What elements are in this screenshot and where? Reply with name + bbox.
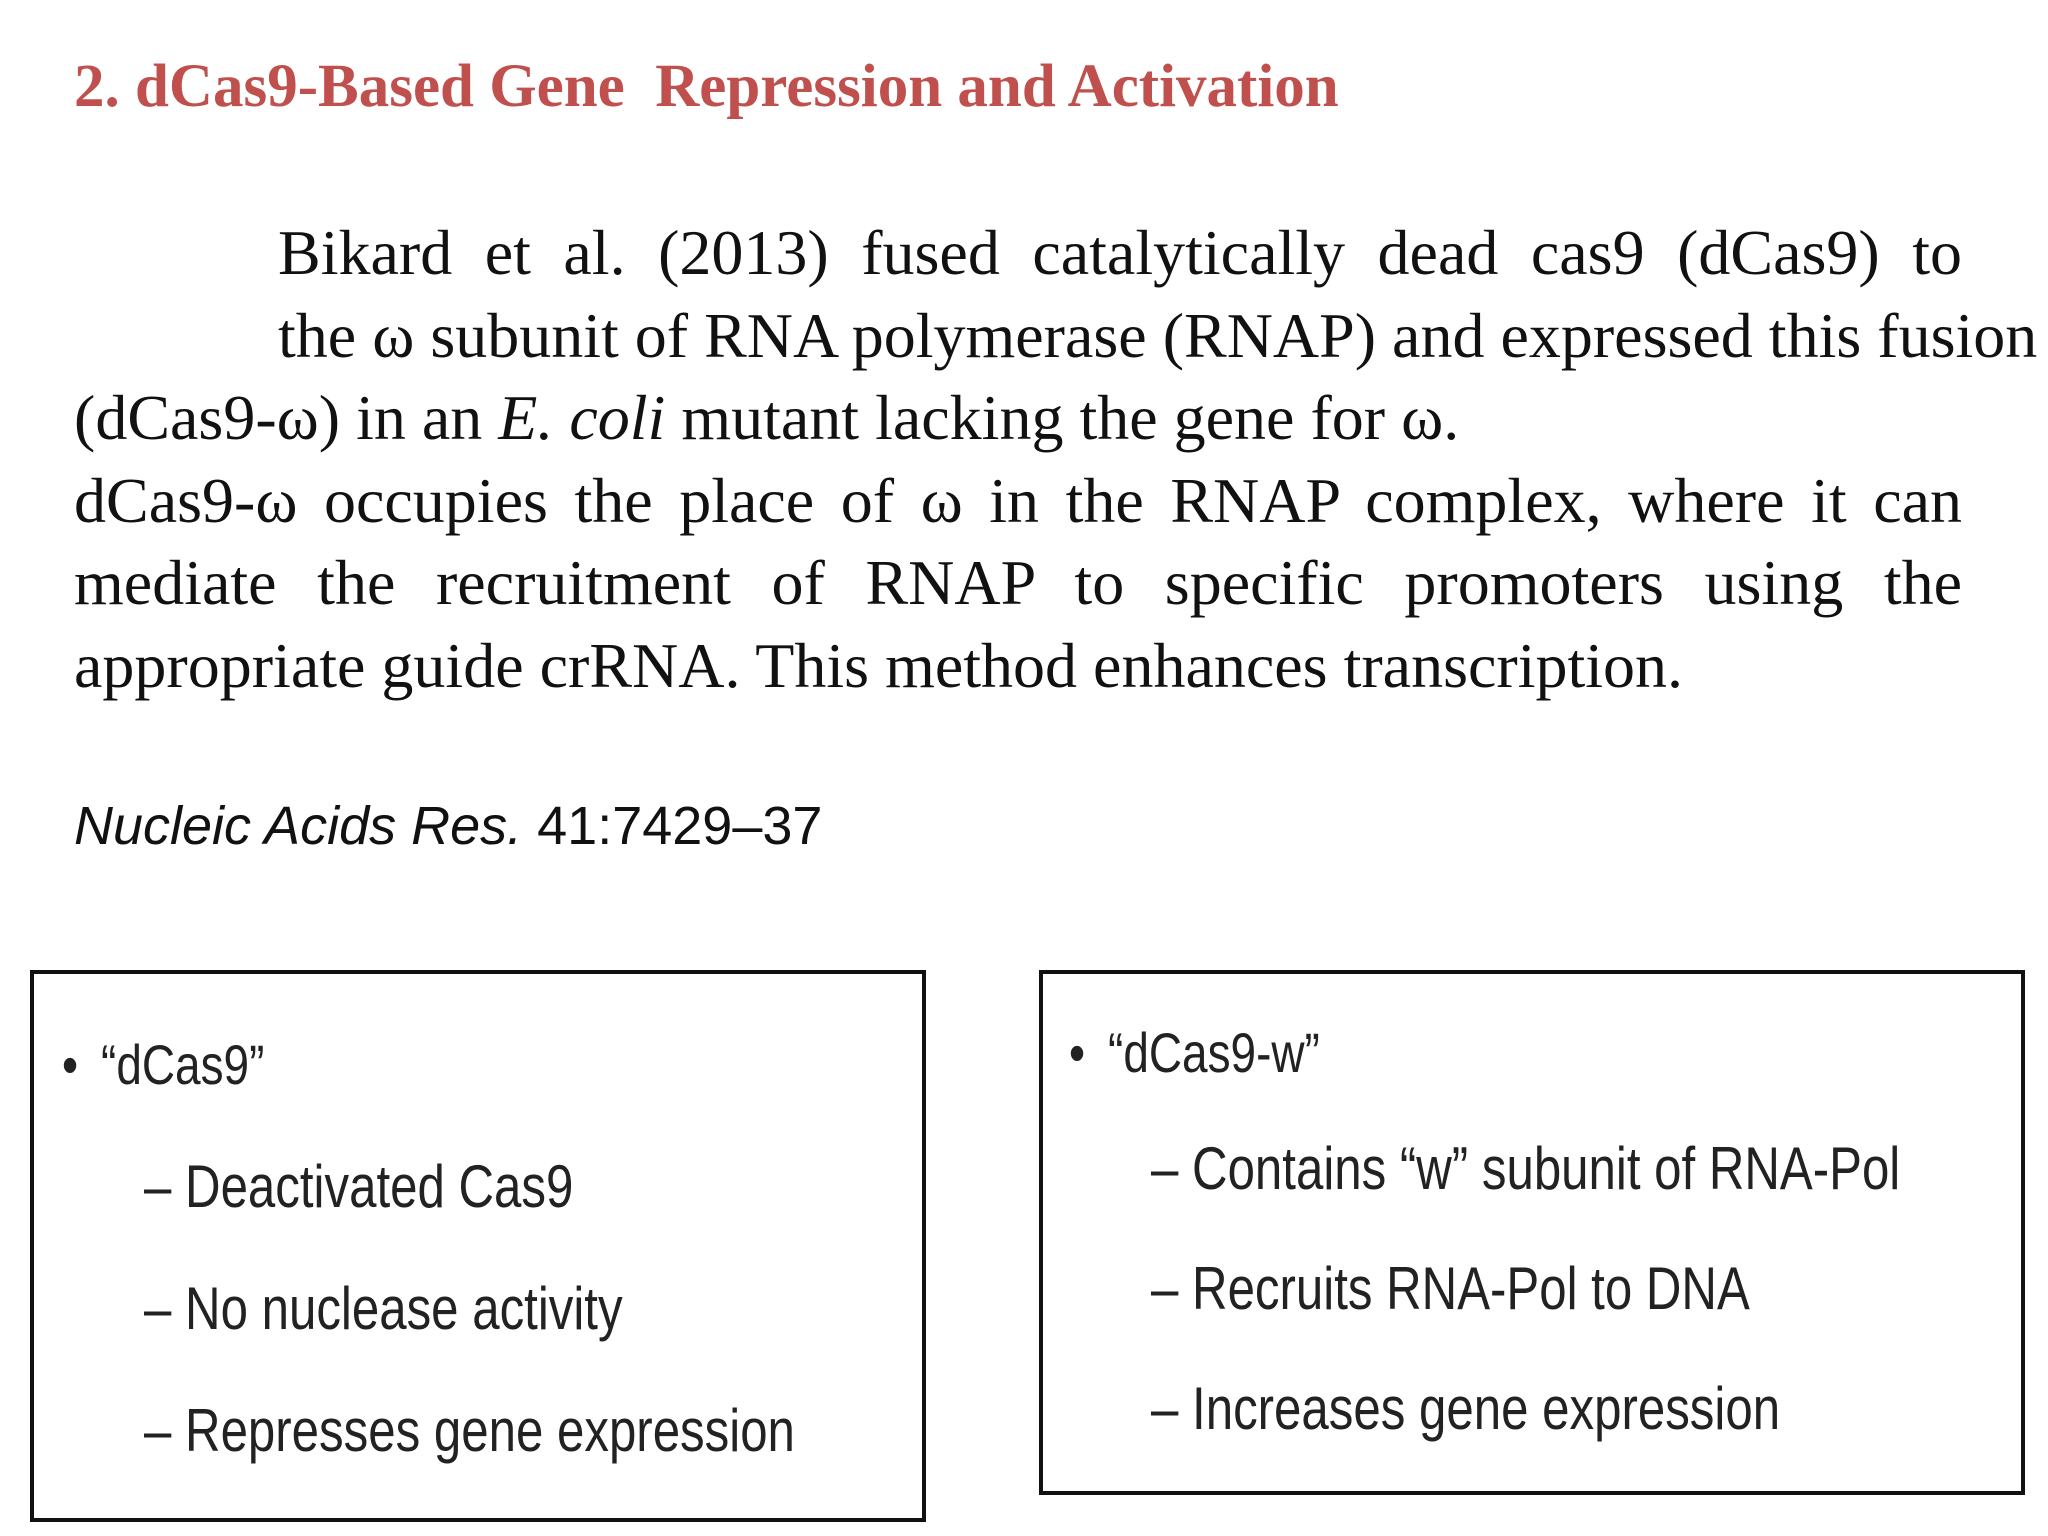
- dcas9-w-item-1: – Contains “w” subunit of RNA-Pol: [1151, 1135, 1901, 1202]
- dcas9-item-2: – No nuclease activity: [144, 1275, 623, 1342]
- bullet-icon: •: [1069, 1021, 1086, 1084]
- paragraph-2-line-2: mediate the recruitment of RNAP to specific promoters using the: [74, 547, 1962, 618]
- citation: [74, 795, 822, 857]
- slide-title: 2. dCas9-Based Gene Repression and Activation: [74, 53, 1339, 120]
- dcas9-heading-label: “dCas9”: [101, 1033, 265, 1096]
- body-text: [74, 212, 2038, 707]
- paragraph-1-line-1: Bikard et al. (2013) fused catalytically dead cas9 (dCas9) to: [278, 217, 1962, 288]
- paragraph-1-line-3: [74, 377, 1962, 460]
- dcas9-w-heading-label: “dCas9-w”: [1108, 1021, 1320, 1084]
- dcas9-w-heading: [1069, 1020, 1320, 1085]
- dcas9-w-box: [1039, 970, 2025, 1495]
- dcas9-w-item-2: – Recruits RNA-Pol to DNA: [1151, 1255, 1750, 1322]
- dcas9-item-1: – Deactivated Cas9: [144, 1153, 574, 1220]
- citation-journal: Nucleic Acids Res.: [74, 796, 523, 856]
- species-name: E. coli: [498, 382, 666, 453]
- paragraph-1: [74, 212, 2038, 460]
- paragraph-1-line-2: the ω subunit of RNA polymerase (RNAP) and expressed this fusion: [278, 299, 2038, 371]
- dcas9-heading: [62, 1032, 264, 1097]
- paragraph-1-line-3-start: (dCas9-ω) in an: [74, 382, 499, 453]
- bullet-icon: •: [62, 1033, 79, 1096]
- citation-reference: 41:7429–37: [522, 796, 823, 856]
- paragraph-2-line-3: appropriate guide crRNA. This method enhances transcription.: [74, 629, 1684, 701]
- dcas9-w-item-3: – Increases gene expression: [1151, 1375, 1781, 1442]
- dcas9-box: [30, 970, 926, 1522]
- paragraph-2: [74, 460, 1962, 708]
- paragraph-2-line-1: dCas9-ω occupies the place of ω in the RNAP complex, where it can: [74, 464, 1962, 536]
- paragraph-1-line-3-end: mutant lacking the gene for ω.: [665, 382, 1460, 453]
- dcas9-item-3: – Represses gene expression: [144, 1397, 795, 1464]
